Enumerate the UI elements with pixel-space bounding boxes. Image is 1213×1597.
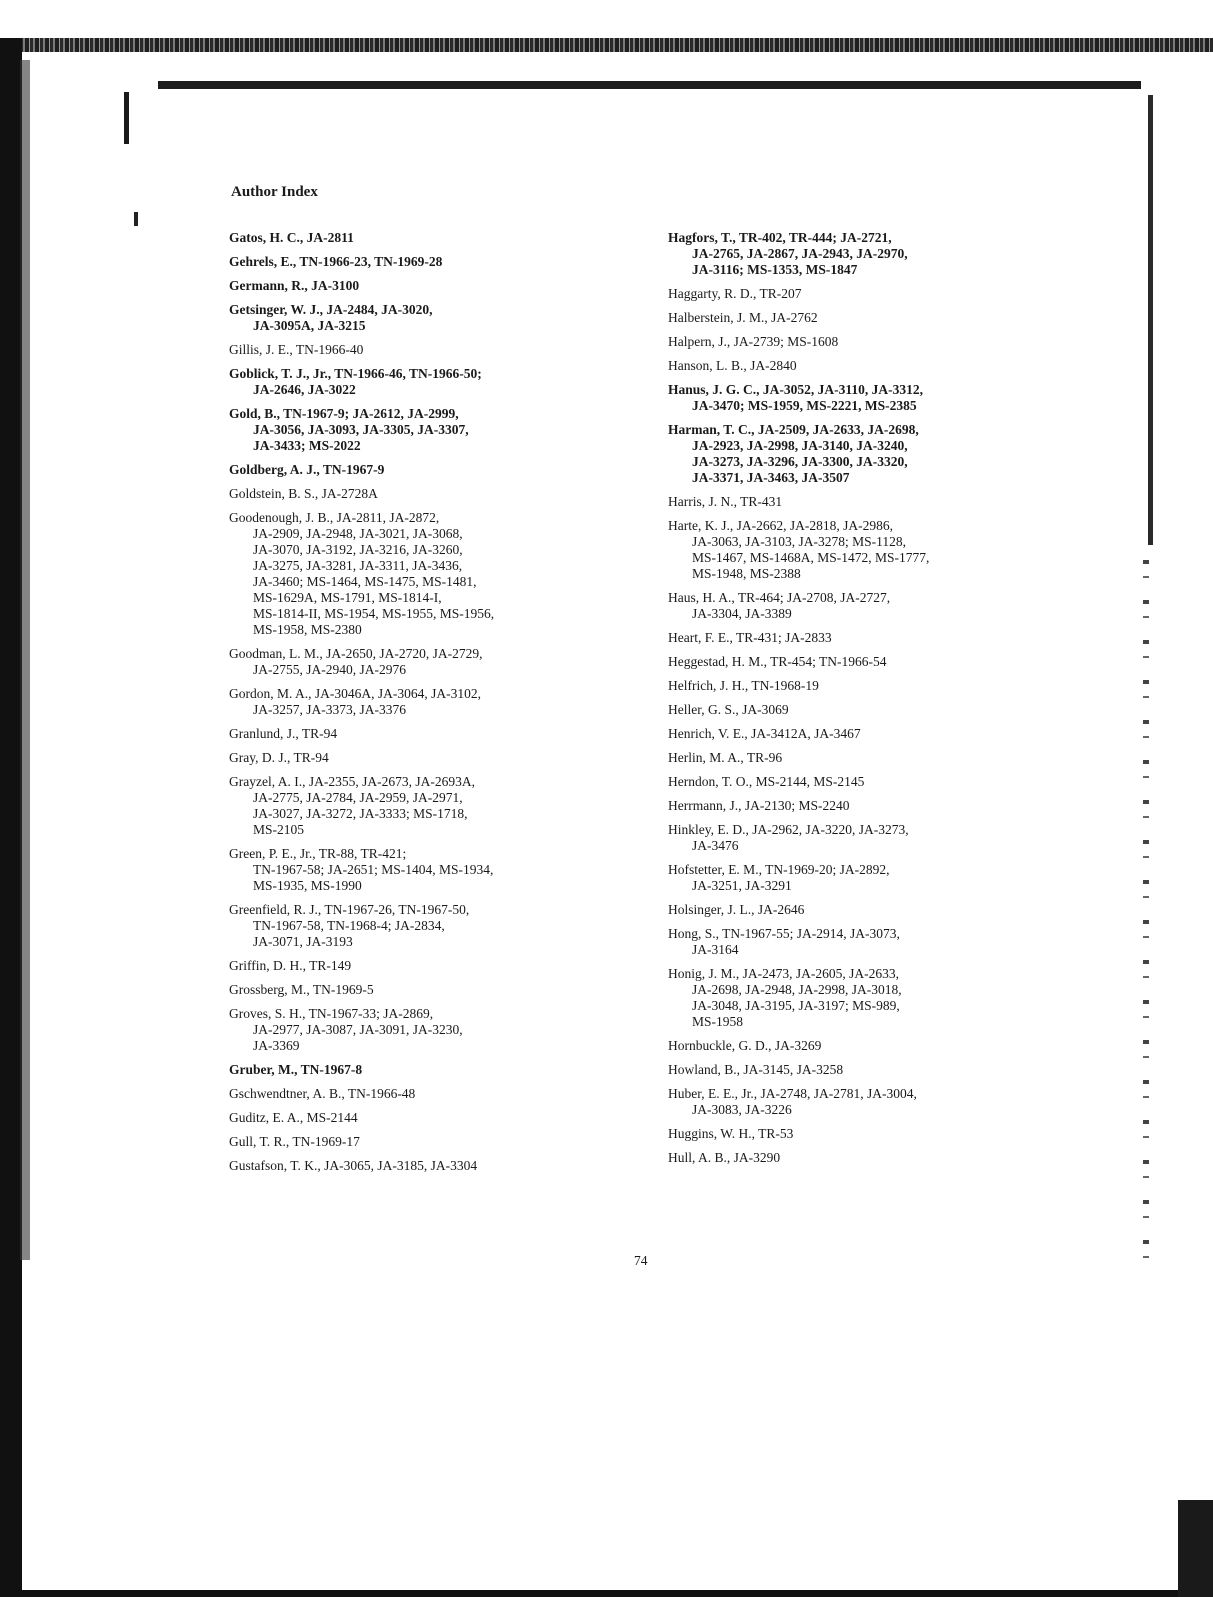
scan-right-specks bbox=[1143, 560, 1149, 1280]
right-rule bbox=[1148, 95, 1153, 545]
page-number: 74 bbox=[634, 1253, 648, 1268]
index-entry-continuation: JA-3095A, JA-3215 bbox=[253, 318, 366, 333]
index-entry-line: Harman, T. C., JA-2509, JA-2633, JA-2698, bbox=[668, 422, 919, 437]
index-entry-line: Herrmann, J., JA-2130; MS-2240 bbox=[668, 798, 850, 813]
index-entry bbox=[229, 230, 679, 246]
index-entry-line: Heggestad, H. M., TR-454; TN-1966-54 bbox=[668, 654, 887, 669]
index-entry bbox=[229, 302, 679, 334]
index-entry-line: Goldberg, A. J., TN-1967-9 bbox=[229, 462, 385, 477]
index-entry-continuation: MS-1958 bbox=[692, 1014, 744, 1029]
index-entry-continuation: MS-1467, MS-1468A, MS-1472, MS-1777, bbox=[692, 550, 930, 565]
index-entry-continuation: JA-2923, JA-2998, JA-3140, JA-3240, bbox=[692, 438, 908, 453]
index-entry-continuation: MS-2105 bbox=[253, 822, 305, 837]
scan-left-mark-small bbox=[134, 212, 138, 226]
index-entry-continuation: JA-3371, JA-3463, JA-3507 bbox=[692, 470, 850, 485]
index-entry-continuation: JA-2977, JA-3087, JA-3091, JA-3230, bbox=[253, 1022, 463, 1037]
index-entry bbox=[229, 1062, 679, 1078]
index-entry-continuation: JA-3273, JA-3296, JA-3300, JA-3320, bbox=[692, 454, 908, 469]
index-entry bbox=[229, 686, 679, 718]
index-entry-line: Griffin, D. H., TR-149 bbox=[229, 958, 352, 973]
index-entry bbox=[229, 1086, 679, 1102]
index-entry-continuation: TN-1967-58, TN-1968-4; JA-2834, bbox=[253, 918, 445, 933]
index-entry bbox=[229, 750, 679, 766]
index-entry-line: Henrich, V. E., JA-3412A, JA-3467 bbox=[668, 726, 861, 741]
index-entry bbox=[668, 382, 1118, 414]
index-entry bbox=[668, 798, 1118, 814]
index-entry bbox=[668, 862, 1118, 894]
index-entry-line: Honig, J. M., JA-2473, JA-2605, JA-2633, bbox=[668, 966, 900, 981]
index-entry bbox=[229, 774, 679, 838]
index-entry-line: Gruber, M., TN-1967-8 bbox=[229, 1062, 363, 1077]
index-entry-line: Hinkley, E. D., JA-2962, JA-3220, JA-3273, bbox=[668, 822, 909, 837]
index-entry-continuation: JA-3070, JA-3192, JA-3216, JA-3260, bbox=[253, 542, 463, 557]
scan-bottom-edge bbox=[0, 1590, 1213, 1597]
index-entry bbox=[229, 510, 679, 638]
index-entry-continuation: JA-3056, JA-3093, JA-3305, JA-3307, bbox=[253, 422, 469, 437]
index-entry-continuation: JA-3063, JA-3103, JA-3278; MS-1128, bbox=[692, 534, 907, 549]
index-entry-continuation: JA-3251, JA-3291 bbox=[692, 878, 792, 893]
index-entry-continuation: JA-2755, JA-2940, JA-2976 bbox=[253, 662, 406, 677]
index-entry bbox=[229, 1110, 679, 1126]
index-entry-line: Hagfors, T., TR-402, TR-444; JA-2721, bbox=[668, 230, 892, 245]
index-entry bbox=[668, 230, 1118, 278]
index-entry bbox=[229, 406, 679, 454]
index-entry bbox=[229, 1006, 679, 1054]
index-entry-line: Hanus, J. G. C., JA-3052, JA-3110, JA-3312, bbox=[668, 382, 924, 397]
index-entry-line: Heart, F. E., TR-431; JA-2833 bbox=[668, 630, 832, 645]
index-entry bbox=[668, 422, 1118, 486]
index-entry-continuation: MS-1629A, MS-1791, MS-1814-I, bbox=[253, 590, 442, 605]
index-entry-line: Green, P. E., Jr., TR-88, TR-421; bbox=[229, 846, 407, 861]
scan-corner-mark bbox=[1178, 1500, 1213, 1597]
index-entry bbox=[668, 822, 1118, 854]
index-entry-continuation: MS-1935, MS-1990 bbox=[253, 878, 362, 893]
index-entry-line: Granlund, J., TR-94 bbox=[229, 726, 338, 741]
index-entry-line: Hull, A. B., JA-3290 bbox=[668, 1150, 781, 1165]
index-entry-line: Goodman, L. M., JA-2650, JA-2720, JA-2729, bbox=[229, 646, 483, 661]
index-entry-line: Hong, S., TN-1967-55; JA-2914, JA-3073, bbox=[668, 926, 900, 941]
index-entry bbox=[229, 1158, 679, 1174]
index-entry bbox=[668, 1086, 1118, 1118]
index-entry bbox=[668, 494, 1118, 510]
index-entry-continuation: MS-1948, MS-2388 bbox=[692, 566, 801, 581]
index-entry bbox=[229, 646, 679, 678]
index-entry bbox=[668, 630, 1118, 646]
index-entry-line: Gillis, J. E., TN-1966-40 bbox=[229, 342, 364, 357]
index-entry-line: Gehrels, E., TN-1966-23, TN-1969-28 bbox=[229, 254, 443, 269]
index-entry-line: Heller, G. S., JA-3069 bbox=[668, 702, 789, 717]
index-entry bbox=[668, 518, 1118, 582]
index-entry bbox=[229, 958, 679, 974]
index-entry-line: Goblick, T. J., Jr., TN-1966-46, TN-1966-50; bbox=[229, 366, 482, 381]
index-entry bbox=[229, 1134, 679, 1150]
index-entry-continuation: JA-3470; MS-1959, MS-2221, MS-2385 bbox=[692, 398, 917, 413]
index-entry-line: Groves, S. H., TN-1967-33; JA-2869, bbox=[229, 1006, 434, 1021]
index-entry-line: Holsinger, J. L., JA-2646 bbox=[668, 902, 805, 917]
index-entry bbox=[668, 702, 1118, 718]
index-entry-continuation: TN-1967-58; JA-2651; MS-1404, MS-1934, bbox=[253, 862, 494, 877]
index-entry bbox=[229, 342, 679, 358]
scan-top-border bbox=[0, 38, 1213, 52]
index-entry bbox=[668, 902, 1118, 918]
index-entry-line: Greenfield, R. J., TN-1967-26, TN-1967-50, bbox=[229, 902, 470, 917]
index-entry bbox=[229, 462, 679, 478]
index-entry-continuation: MS-1814-II, MS-1954, MS-1955, MS-1956, bbox=[253, 606, 495, 621]
index-entry-continuation: JA-3304, JA-3389 bbox=[692, 606, 792, 621]
index-entry bbox=[229, 726, 679, 742]
index-entry bbox=[229, 254, 679, 270]
index-entry-continuation: JA-3369 bbox=[253, 1038, 300, 1053]
index-entry bbox=[668, 1150, 1118, 1166]
index-entry bbox=[668, 1126, 1118, 1142]
index-entry-line: Gordon, M. A., JA-3046A, JA-3064, JA-3102, bbox=[229, 686, 481, 701]
index-entry-line: Haus, H. A., TR-464; JA-2708, JA-2727, bbox=[668, 590, 891, 605]
index-entry-continuation: JA-3433; MS-2022 bbox=[253, 438, 361, 453]
index-entry-continuation: JA-2909, JA-2948, JA-3021, JA-3068, bbox=[253, 526, 463, 541]
index-entry-line: Hanson, L. B., JA-2840 bbox=[668, 358, 797, 373]
index-entry bbox=[668, 750, 1118, 766]
index-entry-continuation: JA-3116; MS-1353, MS-1847 bbox=[692, 262, 858, 277]
index-entry-line: Goodenough, J. B., JA-2811, JA-2872, bbox=[229, 510, 440, 525]
index-entry-line: Huber, E. E., Jr., JA-2748, JA-2781, JA-3004, bbox=[668, 1086, 917, 1101]
index-entry-continuation: JA-3027, JA-3272, JA-3333; MS-1718, bbox=[253, 806, 468, 821]
index-entry-line: Herndon, T. O., MS-2144, MS-2145 bbox=[668, 774, 865, 789]
index-entry-line: Gray, D. J., TR-94 bbox=[229, 750, 329, 765]
index-entry bbox=[229, 486, 679, 502]
index-entry-line: Germann, R., JA-3100 bbox=[229, 278, 360, 293]
index-entry-line: Herlin, M. A., TR-96 bbox=[668, 750, 783, 765]
index-entry-line: Guditz, E. A., MS-2144 bbox=[229, 1110, 358, 1125]
index-entry bbox=[668, 726, 1118, 742]
index-entry bbox=[229, 902, 679, 950]
index-entry-line: Grayzel, A. I., JA-2355, JA-2673, JA-2693A, bbox=[229, 774, 475, 789]
index-entry-continuation: JA-3476 bbox=[692, 838, 739, 853]
index-entry-line: Howland, B., JA-3145, JA-3258 bbox=[668, 1062, 844, 1077]
index-entry-continuation: JA-2646, JA-3022 bbox=[253, 382, 356, 397]
index-entry bbox=[668, 358, 1118, 374]
index-entry-continuation: JA-2765, JA-2867, JA-2943, JA-2970, bbox=[692, 246, 908, 261]
index-entry-continuation: MS-1958, MS-2380 bbox=[253, 622, 362, 637]
index-entry bbox=[668, 1038, 1118, 1054]
index-entry-continuation: JA-3460; MS-1464, MS-1475, MS-1481, bbox=[253, 574, 477, 589]
scan-left-mark bbox=[124, 92, 129, 144]
index-entry bbox=[668, 590, 1118, 622]
index-entry bbox=[668, 310, 1118, 326]
index-entry-line: Goldstein, B. S., JA-2728A bbox=[229, 486, 378, 501]
index-entry-line: Gatos, H. C., JA-2811 bbox=[229, 230, 354, 245]
index-entry-line: Hornbuckle, G. D., JA-3269 bbox=[668, 1038, 822, 1053]
page-title: Author Index bbox=[231, 184, 318, 200]
index-entry bbox=[668, 1062, 1118, 1078]
index-entry bbox=[668, 926, 1118, 958]
index-entry-line: Getsinger, W. J., JA-2484, JA-3020, bbox=[229, 302, 433, 317]
index-entry-continuation: JA-3257, JA-3373, JA-3376 bbox=[253, 702, 406, 717]
index-entry-line: Gull, T. R., TN-1969-17 bbox=[229, 1134, 360, 1149]
index-entry bbox=[229, 846, 679, 894]
index-entry-line: Helfrich, J. H., TN-1968-19 bbox=[668, 678, 819, 693]
index-entry-line: Harris, J. N., TR-431 bbox=[668, 494, 783, 509]
index-entry bbox=[668, 966, 1118, 1030]
index-entry-continuation: JA-3275, JA-3281, JA-3311, JA-3436, bbox=[253, 558, 463, 573]
index-entry-line: Hofstetter, E. M., TN-1969-20; JA-2892, bbox=[668, 862, 890, 877]
index-entry-line: Gustafson, T. K., JA-3065, JA-3185, JA-3304 bbox=[229, 1158, 478, 1173]
index-column-left bbox=[229, 230, 679, 1182]
index-entry-line: Grossberg, M., TN-1969-5 bbox=[229, 982, 374, 997]
index-entry-line: Halpern, J., JA-2739; MS-1608 bbox=[668, 334, 839, 349]
index-entry-continuation: JA-2775, JA-2784, JA-2959, JA-2971, bbox=[253, 790, 463, 805]
index-entry-line: Huggins, W. H., TR-53 bbox=[668, 1126, 794, 1141]
scan-left-edge bbox=[0, 38, 22, 1597]
index-entry-continuation: JA-2698, JA-2948, JA-2998, JA-3018, bbox=[692, 982, 902, 997]
scan-left-shadow bbox=[20, 60, 30, 1260]
index-entry-line: Harte, K. J., JA-2662, JA-2818, JA-2986, bbox=[668, 518, 893, 533]
index-entry-line: Halberstein, J. M., JA-2762 bbox=[668, 310, 818, 325]
top-rule bbox=[158, 81, 1141, 89]
index-entry bbox=[668, 334, 1118, 350]
index-entry bbox=[668, 774, 1118, 790]
index-entry-line: Gold, B., TN-1967-9; JA-2612, JA-2999, bbox=[229, 406, 459, 421]
index-entry-line: Gschwendtner, A. B., TN-1966-48 bbox=[229, 1086, 416, 1101]
index-entry bbox=[229, 366, 679, 398]
index-entry bbox=[668, 286, 1118, 302]
index-entry bbox=[668, 654, 1118, 670]
index-entry-continuation: JA-3083, JA-3226 bbox=[692, 1102, 792, 1117]
index-entry bbox=[668, 678, 1118, 694]
index-entry-continuation: JA-3048, JA-3195, JA-3197; MS-989, bbox=[692, 998, 900, 1013]
index-column-right bbox=[668, 230, 1118, 1174]
index-entry-line: Haggarty, R. D., TR-207 bbox=[668, 286, 802, 301]
index-entry-continuation: JA-3071, JA-3193 bbox=[253, 934, 353, 949]
index-entry bbox=[229, 278, 679, 294]
index-entry bbox=[229, 982, 679, 998]
index-entry-continuation: JA-3164 bbox=[692, 942, 739, 957]
